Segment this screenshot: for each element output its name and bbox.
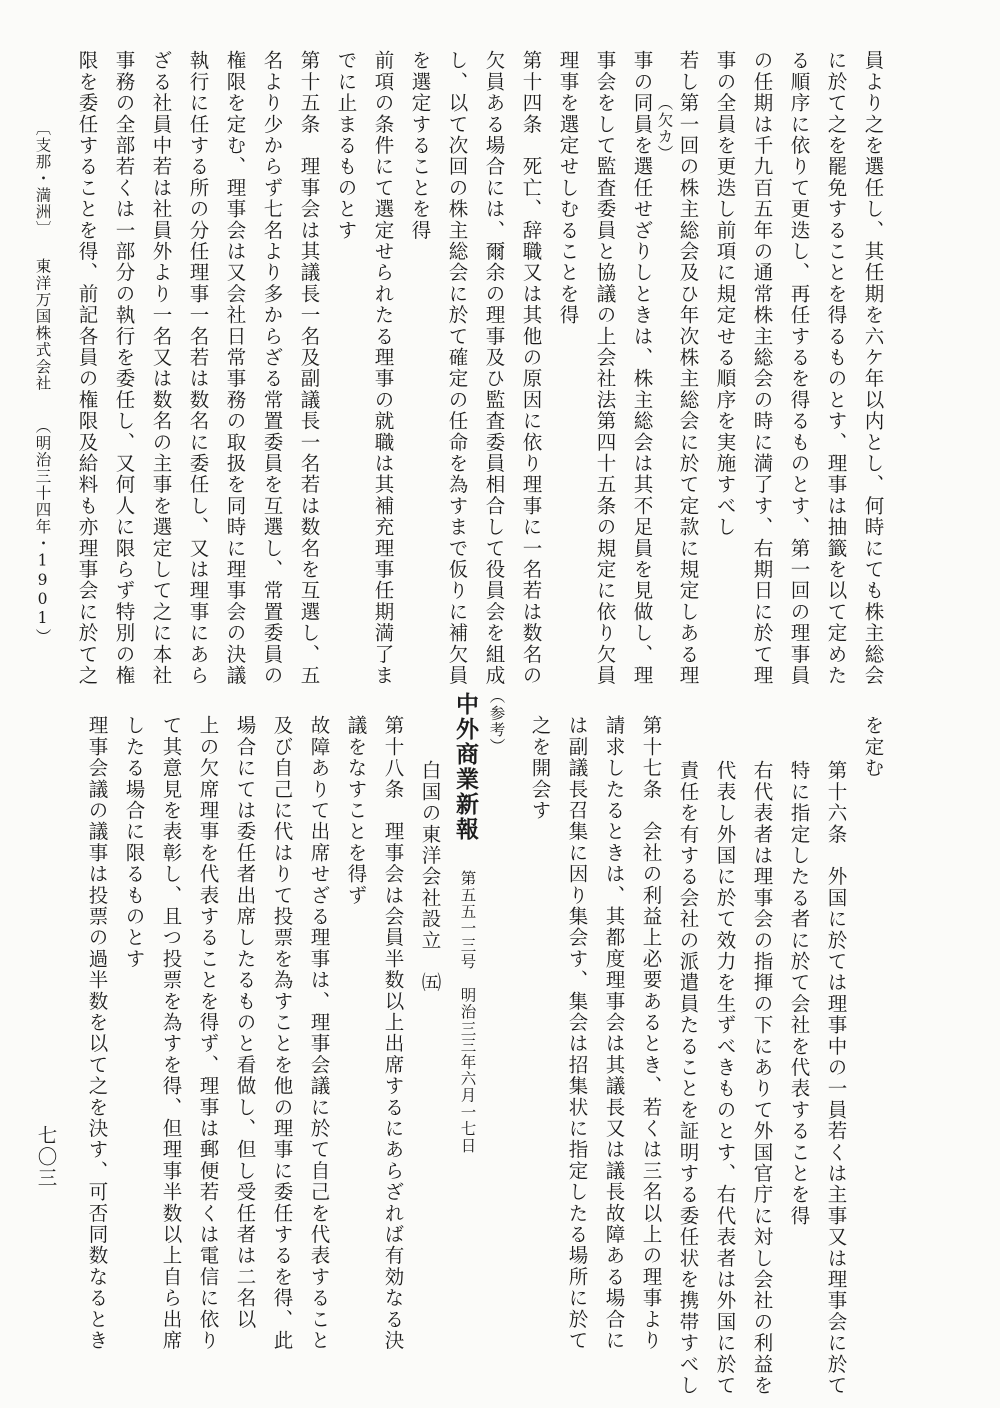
text-column: 事の同員を選任せざりしときは、株主総会は其不足員を見做し、理 xyxy=(630,50,654,686)
text-column: 上の欠席理事を代表することを得ず、理事は郵便若くは電信に依り xyxy=(196,715,220,1351)
text-column: 及び自己に代はりて投票を為すことを他の理事に委任するを得、此 xyxy=(270,715,294,1351)
text-column: ざる社員中若は社員外より一名又は数名の主事を選定して之に本社 xyxy=(149,50,173,686)
text-column: 執行に任する所の分任理事一名若は数名に委任し、又は理事にあら xyxy=(186,50,210,686)
text-column: を選定することを得 xyxy=(408,50,432,241)
text-column: 事務の全部若くは一部分の執行を委任し、又何人に限らず特別の権 xyxy=(112,50,136,686)
text-column: し、以て次回の株主総会に於て確定の任命を為すまで仮りに補欠員 xyxy=(445,50,469,686)
text-column: でに止まるものとす xyxy=(334,50,358,241)
footer-company: 東洋万国株式会社 xyxy=(33,258,52,392)
article-heading-16: 第十六条 外国に於ては理事中の一員若くは主事又は理事会に於て xyxy=(824,760,848,1396)
article-heading-14: 第十四条 死亡、辞職又は其他の原因に依り理事に一名若は数名の xyxy=(519,50,543,686)
text-column: 限を委任することを得、前記各員の権限及給料も亦理事会に於て之 xyxy=(75,50,99,686)
text-column: 事会をして監査委員と協議の上会社法第四十五条の規定に依り欠員 xyxy=(593,50,617,686)
text-column: 議をなすことを得ず xyxy=(344,715,368,906)
reference-article-title: 白国の東洋会社設立 ㈤ xyxy=(418,760,442,994)
footer-section: 〔支那・満洲〕 xyxy=(33,120,52,237)
text-column: 之を開会す xyxy=(528,715,552,821)
text-column: 員より之を選任し、其任期を六ケ年以内とし、何時にても株主総会 xyxy=(861,50,885,686)
text-column: 責任を有する会社の派遣員たることを証明する委任状を携帯すべし xyxy=(676,760,700,1396)
text-column: て其意見を表彰し、且つ投票を為すを得、但理事半数以上自ら出席 xyxy=(159,715,183,1351)
article-heading-15: 第十五条 理事会は其議長一名及副議長一名若は数名を互選し、五 xyxy=(297,50,321,686)
reference-paper-title: 中外商業新報 xyxy=(452,692,479,842)
reference-label: （参考） xyxy=(487,688,506,755)
text-column: 右代表者は理事会の指揮の下にありて外国官庁に対し会社の利益を xyxy=(750,760,774,1396)
text-column: 若し第一回の株主総会及ひ年次株主総会に於て定款に規定しある理 xyxy=(676,50,700,686)
text-column: 権限を定む、理事会は又会社日常事務の取扱を同時に理事会の決議 xyxy=(223,50,247,686)
text-column: 理事会議の議事は投票の過半数を以て之を決す、可否同数なるとき xyxy=(85,715,109,1351)
text-column: に於て之を罷免することを得るものとす、理事は抽籤を以て定めた xyxy=(824,50,848,686)
reference-issue: 第五五一三号 明治三三年六月一七日 xyxy=(458,870,477,1154)
text-column: を定む xyxy=(861,715,885,779)
text-column: 場合にては委任者出席したるものと看做し、但し受任者は二名以 xyxy=(233,715,257,1330)
article-heading-18: 第十八条 理事会は会員半数以上出席するにあらざれば有効なる決 xyxy=(381,715,405,1351)
text-column: 請求したるときは、其都度理事会は其議長又は議長故障ある場合に xyxy=(602,715,626,1351)
text-column: 理事を選定せしむることを得 xyxy=(556,50,580,326)
page-number: 七〇三 xyxy=(34,1125,58,1189)
text-column: 前項の条件にて選定せられたる理事の就職は其補充理事任期満了ま xyxy=(371,50,395,686)
text-column: 故障ありて出席せざる理事は、理事会議に於て自己を代表すること xyxy=(307,715,331,1351)
text-column: 欠員ある場合には、爾余の理事及ひ監査委員相合して役員会を組成 xyxy=(482,50,506,686)
text-column: したる場合に限るものとす xyxy=(122,715,146,970)
annotation-kaka: （欠カ） xyxy=(655,95,674,162)
footer-date: （明治三十四年・1901） xyxy=(33,418,52,646)
text-column: 代表し外国に於て效力を生ずべきものとす、右代表者は外国に於て xyxy=(713,760,737,1396)
text-column: 事の全員を更迭し前項に規定せる順序を実施すべし xyxy=(713,50,737,538)
text-column: の任期は千九百五年の通常株主総会の時に満了す、右期日に於て理 xyxy=(750,50,774,686)
text-column: 特に指定したる者に於て会社を代表することを得 xyxy=(787,760,811,1227)
article-heading-17: 第十七条 会社の利益上必要あるとき、若くは三名以上の理事より xyxy=(639,715,663,1351)
text-column: 名より少からず七名より多からざる常置委員を互選し、常置委員の xyxy=(260,50,284,686)
text-column: る順序に依りて更迭し、再任するを得るものとす、第一回の理事員 xyxy=(787,50,811,686)
text-column: は副議長召集に因り集会す、集会は招集状に指定したる場所に於て xyxy=(565,715,589,1351)
